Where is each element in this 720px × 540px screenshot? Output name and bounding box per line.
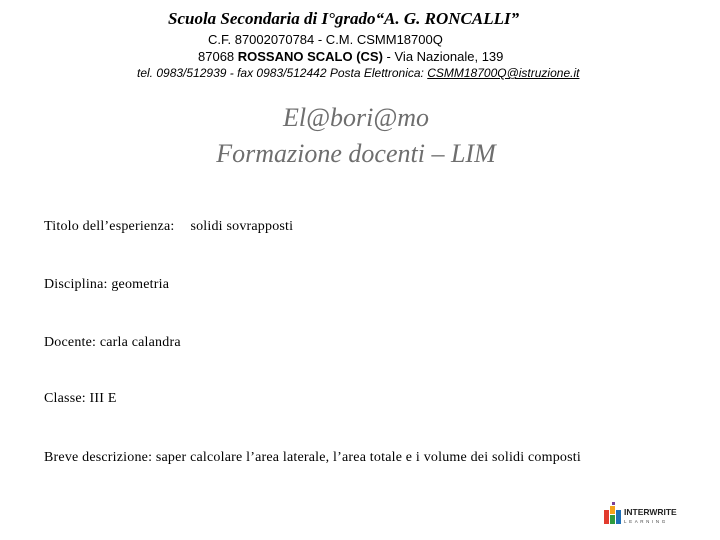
field-titolo [44, 219, 293, 235]
logo-block-1 [604, 510, 609, 524]
project-title: El@bori@mo [282, 103, 430, 132]
contact-prefix: tel. 0983/512939 - fax 0983/512442 Posta Elettronica: [137, 66, 428, 80]
titolo-label: Titolo dell’esperienza: [44, 219, 175, 234]
logo-brand-text: INTERWRITE [624, 507, 677, 517]
logo-block-3 [610, 515, 615, 524]
logo-block-2 [610, 506, 615, 514]
logo-block-5 [612, 502, 615, 505]
school-name: Scuola Secondaria di I°grado“A. G. RONCALLI” [168, 9, 520, 28]
address-suffix: - Via Nazionale, 139 [382, 49, 504, 64]
course-title: Formazione docenti – LIM [216, 139, 496, 168]
logo-block-4 [616, 510, 621, 524]
fiscal-code-line: C.F. 87002070784 - C.M. CSMM18700Q [208, 32, 443, 47]
address-city: ROSSANO SCALO (CS) [237, 49, 383, 64]
field-descrizione: Breve descrizione: saper calcolare l’area laterale, l’area totale e i volume dei solidi composti [44, 450, 581, 465]
field-classe: Classe: III E [44, 391, 117, 406]
field-disciplina: Disciplina: geometria [44, 277, 170, 292]
address-prefix: 87068 [198, 49, 238, 64]
contact-line [137, 66, 579, 80]
logo-tagline-text: LEARNING [624, 519, 668, 524]
email-link[interactable]: CSMM18700Q@istruzione.it [427, 66, 580, 80]
field-docente: Docente: carla calandra [44, 335, 181, 350]
address-line [198, 49, 503, 64]
titolo-value: solidi sovrapposti [190, 219, 294, 234]
interwrite-logo [604, 502, 688, 526]
